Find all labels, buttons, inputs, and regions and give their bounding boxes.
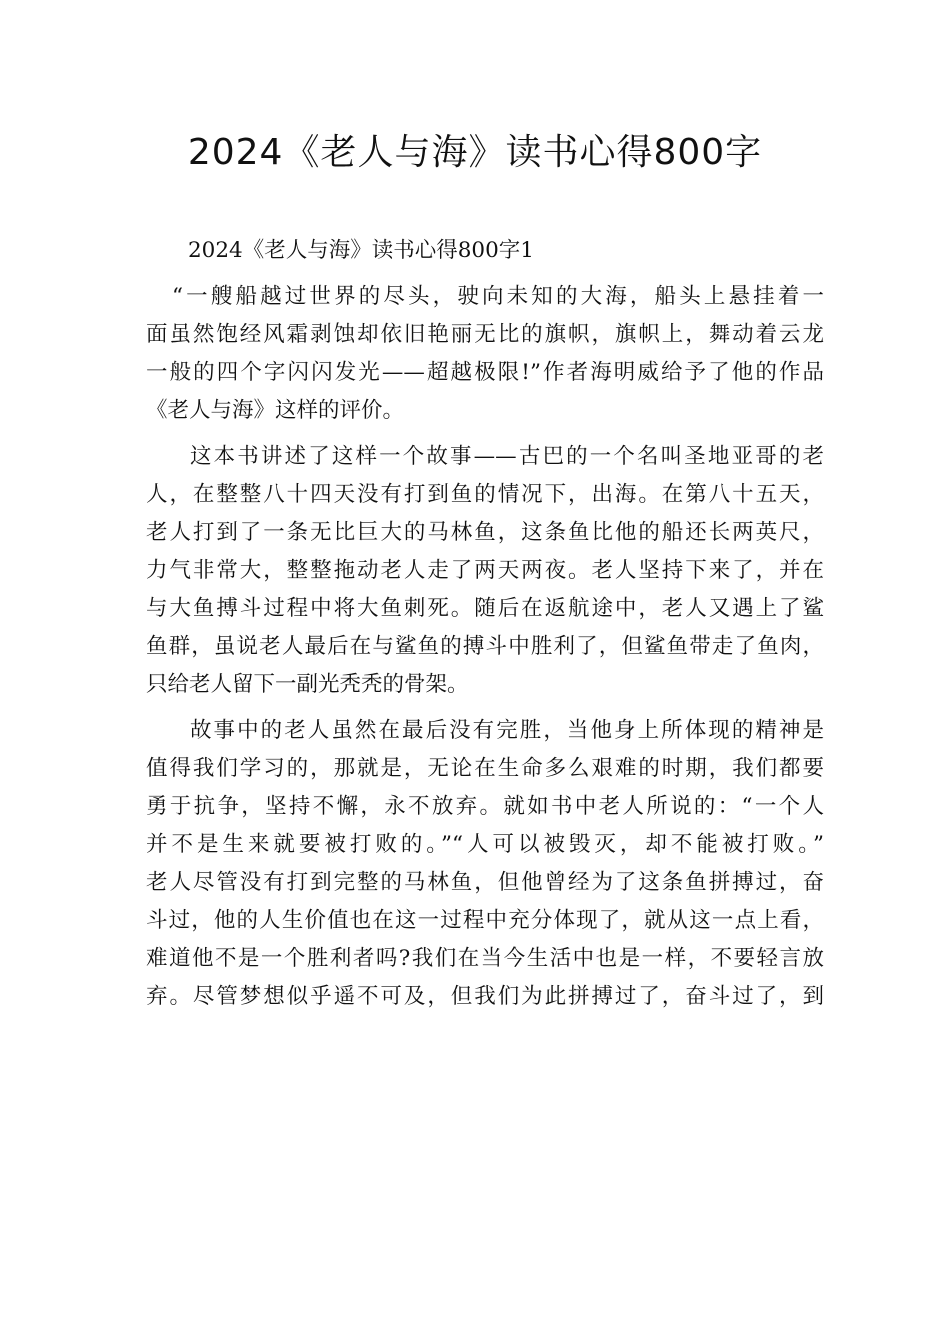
paragraph-line: 这本书讲述了这样一个故事——古巴的一个名叫圣地亚哥的老 <box>190 444 824 469</box>
paragraph-line: 鱼群，虽说老人最后在与鲨鱼的搏斗中胜利了，但鲨鱼带走了鱼肉， <box>146 634 824 659</box>
paragraph-line: 斗过，他的人生价值也在这一过程中充分体现了，就从这一点上看， <box>146 908 824 933</box>
paragraph-line: 弃。尽管梦想似乎遥不可及，但我们为此拼搏过了，奋斗过了，到 <box>146 984 824 1009</box>
paragraph-line: 人，在整整八十四天没有打到鱼的情况下，出海。在第八十五天， <box>146 482 824 507</box>
section-heading: 2024《老人与海》读书心得800字1 <box>188 238 534 263</box>
paragraph-line: “一艘船越过世界的尽头，驶向未知的大海，船头上悬挂着一 <box>172 284 824 309</box>
paragraph-line: 老人尽管没有打到完整的马林鱼，但他曾经为了这条鱼拼搏过，奋 <box>146 870 824 895</box>
paragraph-line: 难道他不是一个胜利者吗?我们在当今生活中也是一样，不要轻言放 <box>146 946 824 971</box>
paragraph-line: 值得我们学习的，那就是，无论在生命多么艰难的时期，我们都要 <box>146 756 824 781</box>
paragraph-line: 《老人与海》这样的评价。 <box>146 398 405 423</box>
paragraph-line: 力气非常大，整整拖动老人走了两天两夜。老人坚持下来了，并在 <box>146 558 824 583</box>
document-body <box>146 232 824 1016</box>
paragraph-line: 勇于抗争，坚持不懈，永不放弃。就如书中老人所说的：“一个人 <box>146 794 824 819</box>
paragraph-line: 故事中的老人虽然在最后没有完胜，当他身上所体现的精神是 <box>190 718 824 743</box>
paragraph-line: 一般的四个字闪闪发光——超越极限!”作者海明威给予了他的作品 <box>146 360 824 385</box>
paragraph-line: 面虽然饱经风霜剥蚀却依旧艳丽无比的旗帜，旗帜上，舞动着云龙 <box>146 322 824 347</box>
paragraph-2 <box>146 438 824 704</box>
paragraph-line: 只给老人留下一副光秃秃的骨架。 <box>146 672 469 697</box>
paragraph-1 <box>146 278 824 430</box>
paragraph-3 <box>146 712 824 1016</box>
paragraph-line: 并不是生来就要被打败的。”“人可以被毁灭，却不能被打败。” <box>146 832 824 857</box>
document-title: 2024《老人与海》读书心得800字 <box>187 132 763 173</box>
paragraph-line: 与大鱼搏斗过程中将大鱼刺死。随后在返航途中，老人又遇上了鲨 <box>146 596 824 621</box>
paragraph-line: 老人打到了一条无比巨大的马林鱼，这条鱼比他的船还长两英尺， <box>146 520 824 545</box>
